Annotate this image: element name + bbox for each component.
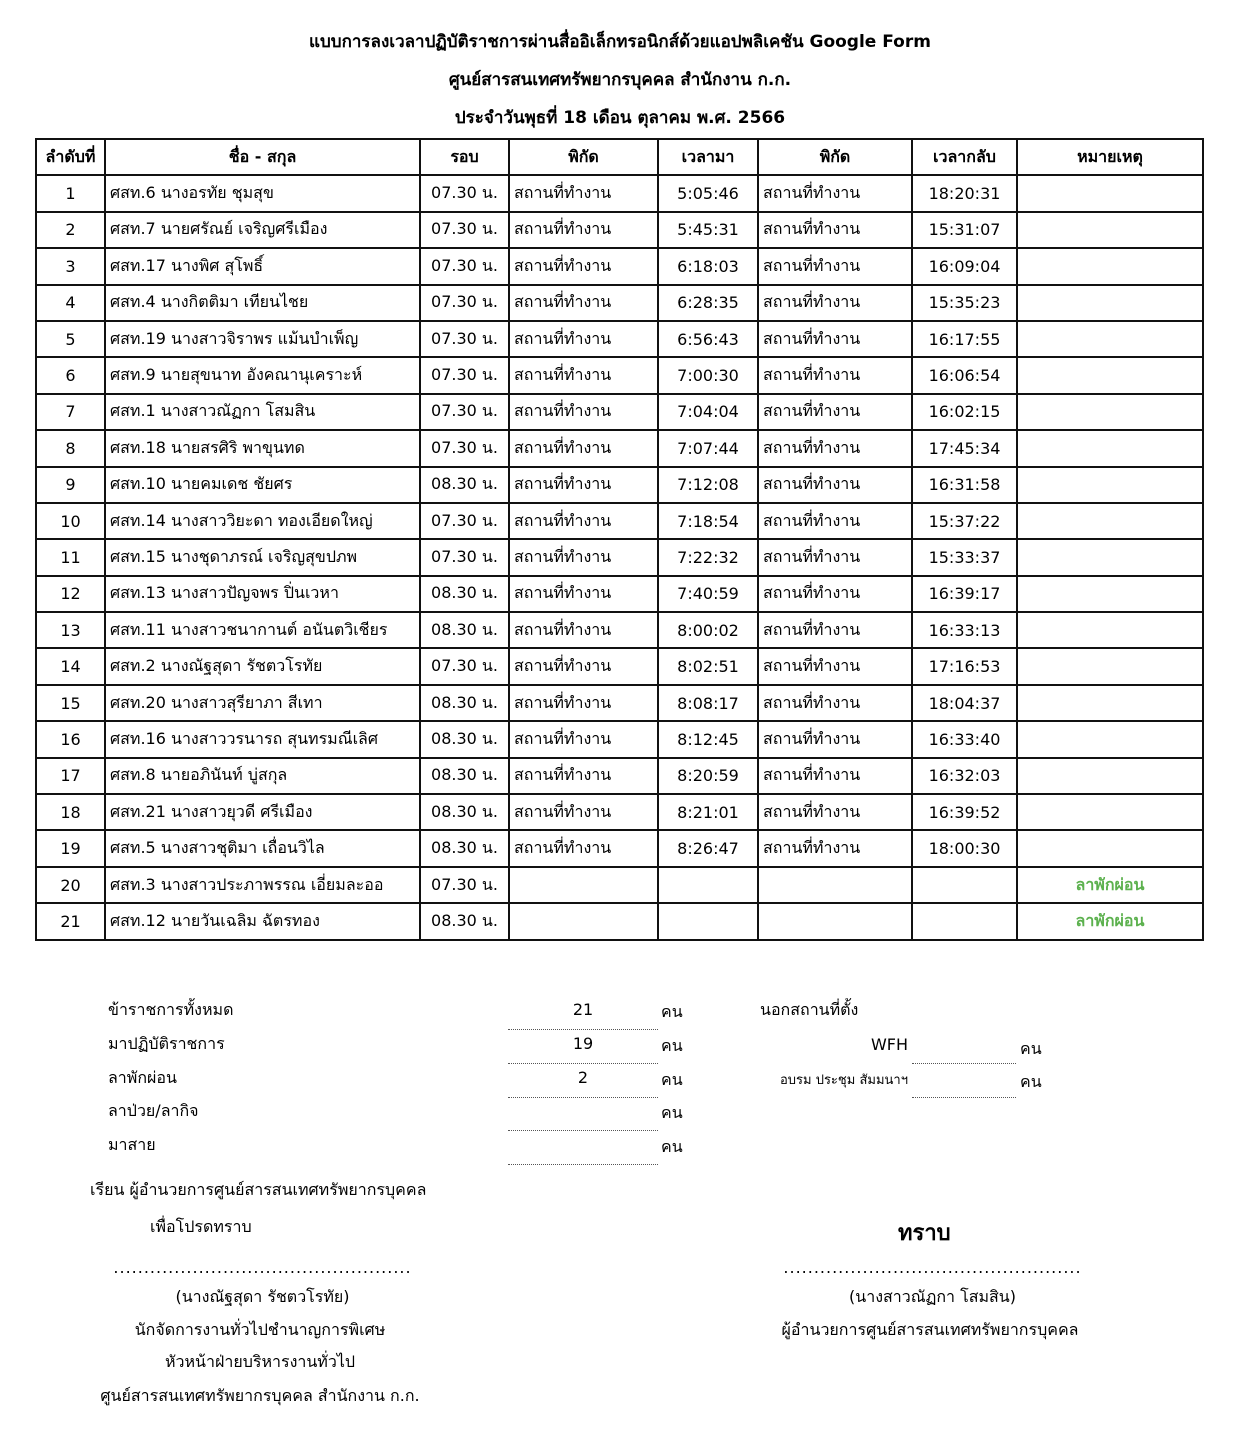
location-in-cell: สถานที่ทำงาน <box>509 357 658 393</box>
summary-value: 19 <box>572 1034 594 1053</box>
office-title: ศูนย์สารสนเทศทรัพยากรบุคคล สำนักงาน ก.ก. <box>448 70 792 90</box>
location-out-cell: สถานที่ทำงาน <box>758 685 912 721</box>
memo-to: เรียน ผู้อำนวยการศูนย์สารสนเทศทรัพยากรบุคคล <box>90 1180 427 1199</box>
location-out-cell: สถานที่ทำงาน <box>758 539 912 575</box>
time-in-cell: 8:08:17 <box>658 685 758 721</box>
time-out-cell <box>912 867 1017 903</box>
time-in-cell: 7:12:08 <box>658 467 758 503</box>
time-out-cell: 16:02:15 <box>912 394 1017 430</box>
col-header-remark: หมายเหตุ <box>1017 139 1203 175</box>
right-signature-line: ................................................. <box>783 1258 1082 1277</box>
location-out-cell: สถานที่ทำงาน <box>758 612 912 648</box>
training-unit: คน <box>1020 1072 1042 1091</box>
time-in-cell: 8:00:02 <box>658 612 758 648</box>
row-number-cell: 18 <box>36 794 105 830</box>
employee-name-cell: ศสท.6 นางอรทัย ชุมสุข <box>105 175 420 211</box>
employee-name-cell: ศสท.20 นางสาวสุรียาภา สีเทา <box>105 685 420 721</box>
right-signer-name: (นางสาวณัฏกา โสมสิน) <box>849 1287 1016 1306</box>
col-header-location-out: พิกัด <box>758 139 912 175</box>
col-header-location-in: พิกัด <box>509 139 658 175</box>
location-out-cell: สถานที่ทำงาน <box>758 648 912 684</box>
row-number-cell: 10 <box>36 503 105 539</box>
remark-cell <box>1017 430 1203 466</box>
time-out-cell: 16:39:17 <box>912 576 1017 612</box>
summary-unit: คน <box>661 1103 683 1122</box>
time-out-cell: 16:06:54 <box>912 357 1017 393</box>
shift-cell: 08.30 น. <box>420 612 509 648</box>
location-in-cell: สถานที่ทำงาน <box>509 285 658 321</box>
date-title: ประจำวันพุธที่ 18 เดือน ตุลาคม พ.ศ. 2566 <box>454 108 786 128</box>
summary-dotted-line <box>508 1063 658 1064</box>
location-in-cell: สถานที่ทำงาน <box>509 539 658 575</box>
summary-label: ลาป่วย/ลากิจ <box>108 1101 199 1120</box>
row-number-cell: 15 <box>36 685 105 721</box>
left-signer-name: (นางณัฐสุดา รัชตวโรทัย) <box>175 1287 350 1306</box>
table-row <box>36 685 1203 721</box>
location-in-cell: สถานที่ทำงาน <box>509 758 658 794</box>
employee-name-cell: ศสท.4 นางกิตติมา เทียนไชย <box>105 285 420 321</box>
row-number-cell: 17 <box>36 758 105 794</box>
training-dotted-line <box>912 1097 1016 1098</box>
shift-cell: 08.30 น. <box>420 721 509 757</box>
row-number-cell: 13 <box>36 612 105 648</box>
row-number-cell: 11 <box>36 539 105 575</box>
remark-cell <box>1017 394 1203 430</box>
time-in-cell: 7:07:44 <box>658 430 758 466</box>
shift-cell: 07.30 น. <box>420 248 509 284</box>
summary-unit: คน <box>661 1137 683 1156</box>
training-label: อบรม ประชุม สัมมนาฯ <box>779 1073 908 1088</box>
remark-cell <box>1017 576 1203 612</box>
table-row <box>36 503 1203 539</box>
left-signer-position-3: ศูนย์สารสนเทศทรัพยากรบุคคล สำนักงาน ก.ก. <box>100 1386 420 1405</box>
summary-value: 21 <box>572 1000 594 1019</box>
location-out-cell: สถานที่ทำงาน <box>758 212 912 248</box>
table-row <box>36 357 1203 393</box>
summary-dotted-line <box>508 1029 658 1030</box>
shift-cell: 08.30 น. <box>420 903 509 939</box>
remark-cell <box>1017 248 1203 284</box>
time-in-cell: 8:02:51 <box>658 648 758 684</box>
location-in-cell <box>509 903 658 939</box>
shift-cell: 08.30 น. <box>420 685 509 721</box>
summary-dotted-line <box>508 1130 658 1131</box>
location-in-cell <box>509 867 658 903</box>
attendance-table <box>35 138 1204 941</box>
table-row <box>36 576 1203 612</box>
remark-cell <box>1017 648 1203 684</box>
row-number-cell: 19 <box>36 830 105 866</box>
time-in-cell: 8:20:59 <box>658 758 758 794</box>
table-row <box>36 321 1203 357</box>
time-out-cell: 16:33:13 <box>912 612 1017 648</box>
table-row <box>36 285 1203 321</box>
time-out-cell: 18:04:37 <box>912 685 1017 721</box>
employee-name-cell: ศสท.7 นายศรัณย์ เจริญศรีเมือง <box>105 212 420 248</box>
location-in-cell: สถานที่ทำงาน <box>509 721 658 757</box>
col-header-no: ลำดับที่ <box>36 139 105 175</box>
row-number-cell: 2 <box>36 212 105 248</box>
location-in-cell: สถานที่ทำงาน <box>509 175 658 211</box>
summary-label: ข้าราชการทั้งหมด <box>108 1000 234 1019</box>
location-out-cell: สถานที่ทำงาน <box>758 394 912 430</box>
shift-cell: 07.30 น. <box>420 648 509 684</box>
remark-cell <box>1017 830 1203 866</box>
row-number-cell: 4 <box>36 285 105 321</box>
remark-cell <box>1017 612 1203 648</box>
location-out-cell: สถานที่ทำงาน <box>758 430 912 466</box>
location-in-cell: สถานที่ทำงาน <box>509 576 658 612</box>
table-row <box>36 539 1203 575</box>
summary-label: มาปฏิบัติราชการ <box>108 1034 225 1053</box>
left-signature-line: ................................................. <box>113 1258 412 1277</box>
wfh-dotted-line <box>912 1063 1016 1064</box>
time-out-cell: 16:09:04 <box>912 248 1017 284</box>
remark-cell <box>1017 758 1203 794</box>
shift-cell: 07.30 น. <box>420 394 509 430</box>
location-out-cell: สถานที่ทำงาน <box>758 321 912 357</box>
location-out-cell: สถานที่ทำงาน <box>758 357 912 393</box>
employee-name-cell: ศสท.18 นายสรศิริ พาขุนทด <box>105 430 420 466</box>
row-number-cell: 7 <box>36 394 105 430</box>
memo-for: เพื่อโปรดทราบ <box>150 1217 252 1236</box>
col-header-shift: รอบ <box>420 139 509 175</box>
table-row <box>36 430 1203 466</box>
time-out-cell: 18:20:31 <box>912 175 1017 211</box>
table-row <box>36 830 1203 866</box>
col-header-name: ชื่อ - สกุล <box>105 139 420 175</box>
row-number-cell: 14 <box>36 648 105 684</box>
remark-cell <box>1017 321 1203 357</box>
time-in-cell: 7:00:30 <box>658 357 758 393</box>
location-in-cell: สถานที่ทำงาน <box>509 503 658 539</box>
remark-cell <box>1017 503 1203 539</box>
time-out-cell: 18:00:30 <box>912 830 1017 866</box>
time-out-cell: 15:31:07 <box>912 212 1017 248</box>
location-out-cell: สถานที่ทำงาน <box>758 721 912 757</box>
employee-name-cell: ศสท.1 นางสาวณัฏกา โสมสิน <box>105 394 420 430</box>
summary-label: มาสาย <box>108 1135 156 1154</box>
location-out-cell: สถานที่ทำงาน <box>758 758 912 794</box>
employee-name-cell: ศสท.2 นางณัฐสุดา รัชตวโรทัย <box>105 648 420 684</box>
row-number-cell: 6 <box>36 357 105 393</box>
shift-cell: 08.30 น. <box>420 794 509 830</box>
employee-name-cell: ศสท.15 นางชุดาภรณ์ เจริญสุขปภพ <box>105 539 420 575</box>
col-header-time-out: เวลากลับ <box>912 139 1017 175</box>
summary-dotted-line <box>508 1164 658 1165</box>
right-signer-position: ผู้อำนวยการศูนย์สารสนเทศทรัพยากรบุคคล <box>781 1320 1079 1339</box>
location-out-cell: สถานที่ทำงาน <box>758 248 912 284</box>
location-in-cell: สถานที่ทำงาน <box>509 248 658 284</box>
time-out-cell: 16:39:52 <box>912 794 1017 830</box>
employee-name-cell: ศสท.5 นางสาวชุติมา เถื่อนวิไล <box>105 830 420 866</box>
time-in-cell <box>658 867 758 903</box>
location-out-cell: สถานที่ทำงาน <box>758 285 912 321</box>
location-in-cell: สถานที่ทำงาน <box>509 430 658 466</box>
remark-cell <box>1017 357 1203 393</box>
time-out-cell: 17:45:34 <box>912 430 1017 466</box>
employee-name-cell: ศสท.13 นางสาวปัญจพร ปิ่นเวหา <box>105 576 420 612</box>
location-in-cell: สถานที่ทำงาน <box>509 830 658 866</box>
time-in-cell: 7:04:04 <box>658 394 758 430</box>
employee-name-cell: ศสท.8 นายอภินันท์ บู่สกุล <box>105 758 420 794</box>
time-out-cell: 15:35:23 <box>912 285 1017 321</box>
shift-cell: 08.30 น. <box>420 467 509 503</box>
left-signer-position-1: นักจัดการงานทั่วไปชำนาญการพิเศษ <box>134 1320 386 1339</box>
row-number-cell: 16 <box>36 721 105 757</box>
location-in-cell: สถานที่ทำงาน <box>509 467 658 503</box>
table-row <box>36 648 1203 684</box>
shift-cell: 08.30 น. <box>420 758 509 794</box>
location-in-cell: สถานที่ทำงาน <box>509 212 658 248</box>
shift-cell: 07.30 น. <box>420 175 509 211</box>
table-header-row <box>36 139 1203 175</box>
time-in-cell: 5:05:46 <box>658 175 758 211</box>
table-row <box>36 867 1203 903</box>
remark-cell <box>1017 794 1203 830</box>
table-row <box>36 467 1203 503</box>
employee-name-cell: ศสท.16 นางสาววรนารถ สุนทรมณีเลิศ <box>105 721 420 757</box>
time-in-cell: 7:18:54 <box>658 503 758 539</box>
location-out-cell: สถานที่ทำงาน <box>758 576 912 612</box>
summary-label: ลาพักผ่อน <box>108 1068 177 1087</box>
time-out-cell: 16:17:55 <box>912 321 1017 357</box>
location-in-cell: สถานที่ทำงาน <box>509 685 658 721</box>
location-out-cell: สถานที่ทำงาน <box>758 175 912 211</box>
row-number-cell: 12 <box>36 576 105 612</box>
table-row <box>36 394 1203 430</box>
row-number-cell: 8 <box>36 430 105 466</box>
time-out-cell <box>912 903 1017 939</box>
location-out-cell: สถานที่ทำงาน <box>758 794 912 830</box>
time-in-cell: 5:45:31 <box>658 212 758 248</box>
employee-name-cell: ศสท.21 นางสาวยุวดี ศรีเมือง <box>105 794 420 830</box>
time-in-cell: 6:18:03 <box>658 248 758 284</box>
employee-name-cell: ศสท.12 นายวันเฉลิม ฉัตรทอง <box>105 903 420 939</box>
employee-name-cell: ศสท.10 นายคมเดช ชัยศร <box>105 467 420 503</box>
employee-name-cell: ศสท.9 นายสุขนาท อังคณานุเคราะห์ <box>105 357 420 393</box>
table-row <box>36 612 1203 648</box>
remark-cell <box>1017 539 1203 575</box>
summary-unit: คน <box>661 1002 683 1021</box>
row-number-cell: 21 <box>36 903 105 939</box>
employee-name-cell: ศสท.17 นางพิศ สุโพธิ์ <box>105 248 420 284</box>
summary-dotted-line <box>508 1097 658 1098</box>
summary-unit: คน <box>661 1036 683 1055</box>
shift-cell: 07.30 น. <box>420 285 509 321</box>
employee-name-cell: ศสท.14 นางสาววิยะดา ทองเอียดใหญ่ <box>105 503 420 539</box>
table-row <box>36 903 1203 939</box>
table-row <box>36 794 1203 830</box>
shift-cell: 07.30 น. <box>420 321 509 357</box>
left-signer-position-2: หัวหน้าฝ่ายบริหารงานทั่วไป <box>164 1352 356 1371</box>
employee-name-cell: ศสท.3 นางสาวประภาพรรณ เอี่ยมละออ <box>105 867 420 903</box>
remark-cell <box>1017 212 1203 248</box>
time-out-cell: 17:16:53 <box>912 648 1017 684</box>
employee-name-cell: ศสท.19 นางสาวจิราพร แม้นบำเพ็ญ <box>105 321 420 357</box>
offsite-title: นอกสถานที่ตั้ง <box>760 1000 859 1019</box>
shift-cell: 07.30 น. <box>420 212 509 248</box>
wfh-unit: คน <box>1020 1039 1042 1058</box>
time-in-cell: 6:28:35 <box>658 285 758 321</box>
wfh-label: WFH <box>870 1035 908 1054</box>
location-out-cell <box>758 867 912 903</box>
location-in-cell: สถานที่ทำงาน <box>509 612 658 648</box>
location-out-cell <box>758 903 912 939</box>
time-in-cell: 7:40:59 <box>658 576 758 612</box>
remark-cell: ลาพักผ่อน <box>1017 903 1203 939</box>
remark-cell <box>1017 285 1203 321</box>
summary-value: 2 <box>577 1068 589 1087</box>
location-out-cell: สถานที่ทำงาน <box>758 503 912 539</box>
remark-cell <box>1017 685 1203 721</box>
summary-unit: คน <box>661 1070 683 1089</box>
row-number-cell: 9 <box>36 467 105 503</box>
acknowledge-label: ทราบ <box>898 1221 951 1246</box>
location-in-cell: สถานที่ทำงาน <box>509 321 658 357</box>
row-number-cell: 5 <box>36 321 105 357</box>
row-number-cell: 3 <box>36 248 105 284</box>
remark-cell <box>1017 175 1203 211</box>
table-row <box>36 175 1203 211</box>
time-in-cell: 6:56:43 <box>658 321 758 357</box>
time-out-cell: 15:33:37 <box>912 539 1017 575</box>
shift-cell: 08.30 น. <box>420 830 509 866</box>
row-number-cell: 20 <box>36 867 105 903</box>
time-in-cell: 8:26:47 <box>658 830 758 866</box>
time-out-cell: 15:37:22 <box>912 503 1017 539</box>
employee-name-cell: ศสท.11 นางสาวชนากานต์ อนันตวิเชียร <box>105 612 420 648</box>
remark-cell <box>1017 721 1203 757</box>
time-in-cell: 8:12:45 <box>658 721 758 757</box>
table-row <box>36 248 1203 284</box>
shift-cell: 08.30 น. <box>420 576 509 612</box>
row-number-cell: 1 <box>36 175 105 211</box>
time-out-cell: 16:33:40 <box>912 721 1017 757</box>
time-out-cell: 16:32:03 <box>912 758 1017 794</box>
table-row <box>36 212 1203 248</box>
time-in-cell: 8:21:01 <box>658 794 758 830</box>
table-row <box>36 758 1203 794</box>
location-out-cell: สถานที่ทำงาน <box>758 830 912 866</box>
shift-cell: 07.30 น. <box>420 539 509 575</box>
col-header-time-in: เวลามา <box>658 139 758 175</box>
location-in-cell: สถานที่ทำงาน <box>509 794 658 830</box>
time-in-cell: 7:22:32 <box>658 539 758 575</box>
shift-cell: 07.30 น. <box>420 503 509 539</box>
remark-cell <box>1017 467 1203 503</box>
shift-cell: 07.30 น. <box>420 430 509 466</box>
shift-cell: 07.30 น. <box>420 357 509 393</box>
location-in-cell: สถานที่ทำงาน <box>509 648 658 684</box>
shift-cell: 07.30 น. <box>420 867 509 903</box>
location-in-cell: สถานที่ทำงาน <box>509 394 658 430</box>
time-in-cell <box>658 903 758 939</box>
location-out-cell: สถานที่ทำงาน <box>758 467 912 503</box>
table-row <box>36 721 1203 757</box>
form-title: แบบการลงเวลาปฏิบัติราชการผ่านสื่ออิเล็กทรอนิกส์ด้วยแอปพลิเคชัน Google Form <box>309 32 931 52</box>
remark-cell: ลาพักผ่อน <box>1017 867 1203 903</box>
time-out-cell: 16:31:58 <box>912 467 1017 503</box>
